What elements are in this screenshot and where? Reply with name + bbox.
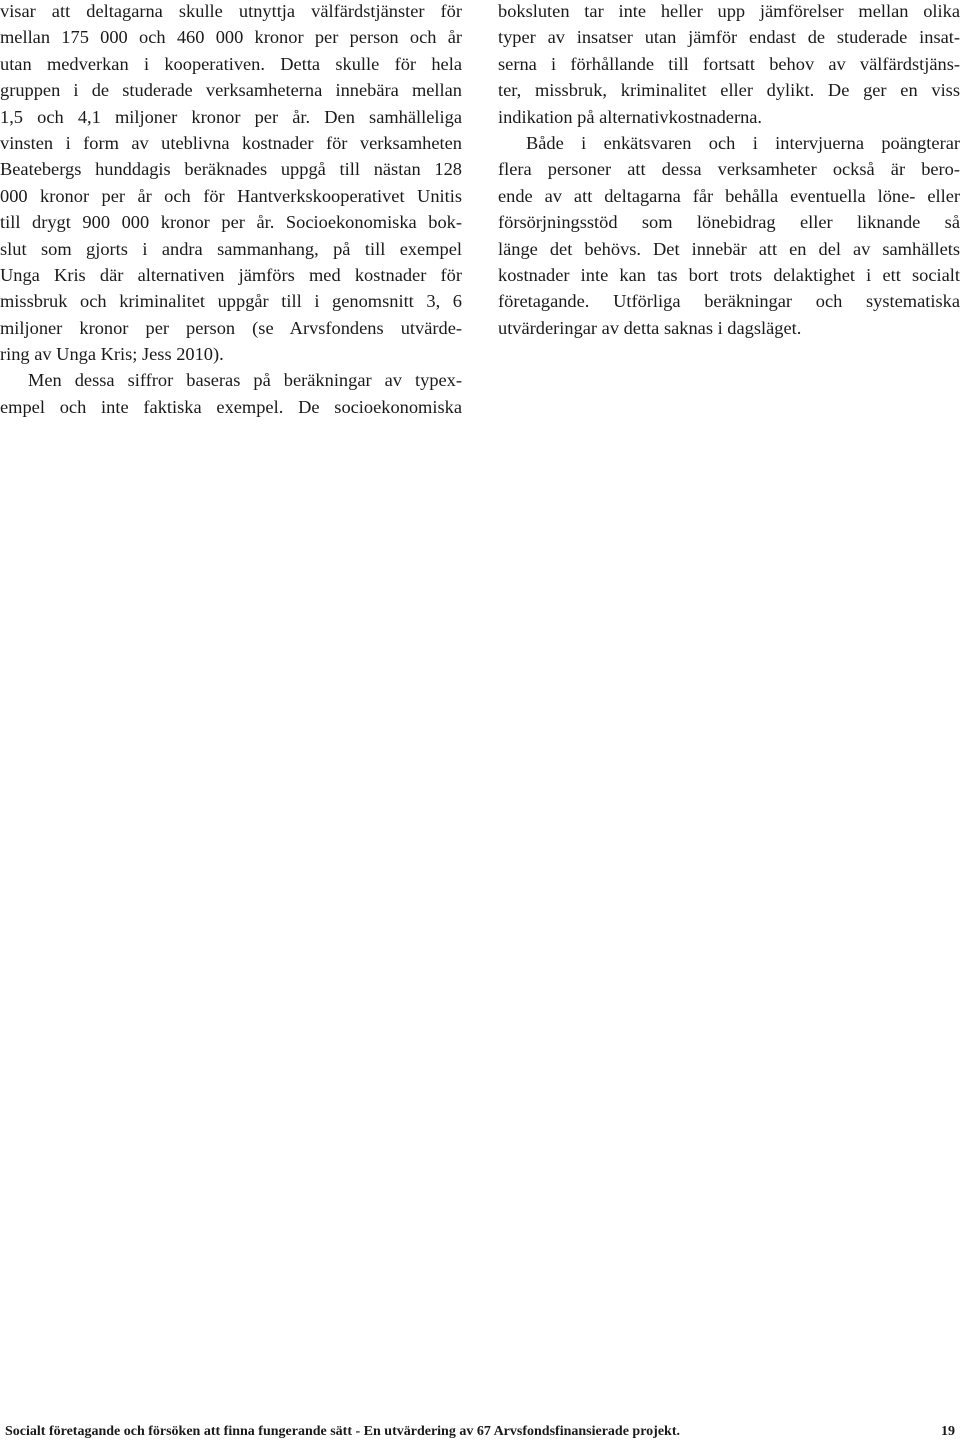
text-line: Beatebergs hunddagis beräknades uppgå till nästan 128: [0, 159, 462, 180]
page-number: 19: [941, 1424, 955, 1439]
text-line: länge det behövs. Det innebär att en del av samhällets: [498, 238, 960, 259]
text-line: ter, missbruk, kriminalitet eller dylikt. De ger en viss: [498, 80, 960, 101]
footer-title: Socialt företagande och försöken att finna fungerande sätt - En utvärdering av 67 Arvsfondsfinansierade projekt.: [5, 1424, 680, 1439]
text-line: utvärderingar av detta saknas i dagsläget.: [498, 317, 802, 338]
text-line: utan medverkan i kooperativen. Detta skulle för hela: [0, 53, 462, 74]
left-column: [0, 0, 462, 420]
text-line: Men dessa siffror baseras på beräkningar av typex-: [28, 370, 462, 391]
text-line: flera personer att dessa verksamheter också är bero-: [498, 159, 960, 180]
text-line: vinsten i form av uteblivna kostnader för verksamheten: [0, 132, 462, 153]
paragraph: [498, 0, 960, 130]
text-line: empel och inte faktiska exempel. De socioekonomiska: [0, 396, 462, 417]
paragraph: [0, 367, 462, 420]
text-line: miljoner kronor per person (se Arvsfondens utvärde-: [0, 317, 462, 338]
text-line: gruppen i de studerade verksamheterna innebära mellan: [0, 80, 462, 101]
text-line: försörjningsstöd som lönebidrag eller liknande så: [498, 212, 960, 233]
text-line: mellan 175 000 och 460 000 kronor per person och år: [0, 27, 462, 48]
text-line: 1,5 och 4,1 miljoner kronor per år. Den samhälleliga: [0, 106, 462, 127]
text-line: ende av att deltagarna får behålla eventuella löne- eller: [498, 185, 960, 206]
paragraph: [498, 130, 960, 341]
text-line: Både i enkätsvaren och i intervjuerna poängterar: [526, 132, 960, 153]
text-line: företagande. Utförliga beräkningar och systematiska: [498, 291, 960, 312]
text-line: typer av insatser utan jämför endast de studerade insat-: [498, 27, 960, 48]
text-line: serna i förhållande till fortsatt behov av välfärdstjäns-: [498, 53, 960, 74]
text-line: 000 kronor per år och för Hantverkskooperativet Unitis: [0, 185, 462, 206]
text-line: ring av Unga Kris; Jess 2010).: [0, 344, 224, 365]
page-footer: [5, 1421, 955, 1443]
text-line: boksluten tar inte heller upp jämförelser mellan olika: [498, 1, 960, 21]
text-line: Unga Kris där alternativen jämförs med kostnader för: [0, 264, 462, 285]
text-line: visar att deltagarna skulle utnyttja välfärdstjänster för: [0, 1, 462, 21]
right-column: [498, 0, 960, 341]
paragraph: [0, 0, 462, 367]
text-line: indikation på alternativkostnaderna.: [498, 106, 763, 127]
text-line: missbruk och kriminalitet uppgår till i genomsnitt 3, 6: [0, 291, 462, 312]
text-line: kostnader inte kan tas bort trots delaktighet i ett socialt: [498, 264, 960, 285]
text-line: slut som gjorts i andra sammanhang, på till exempel: [0, 238, 462, 259]
text-line: till drygt 900 000 kronor per år. Socioekonomiska bok-: [0, 212, 462, 233]
